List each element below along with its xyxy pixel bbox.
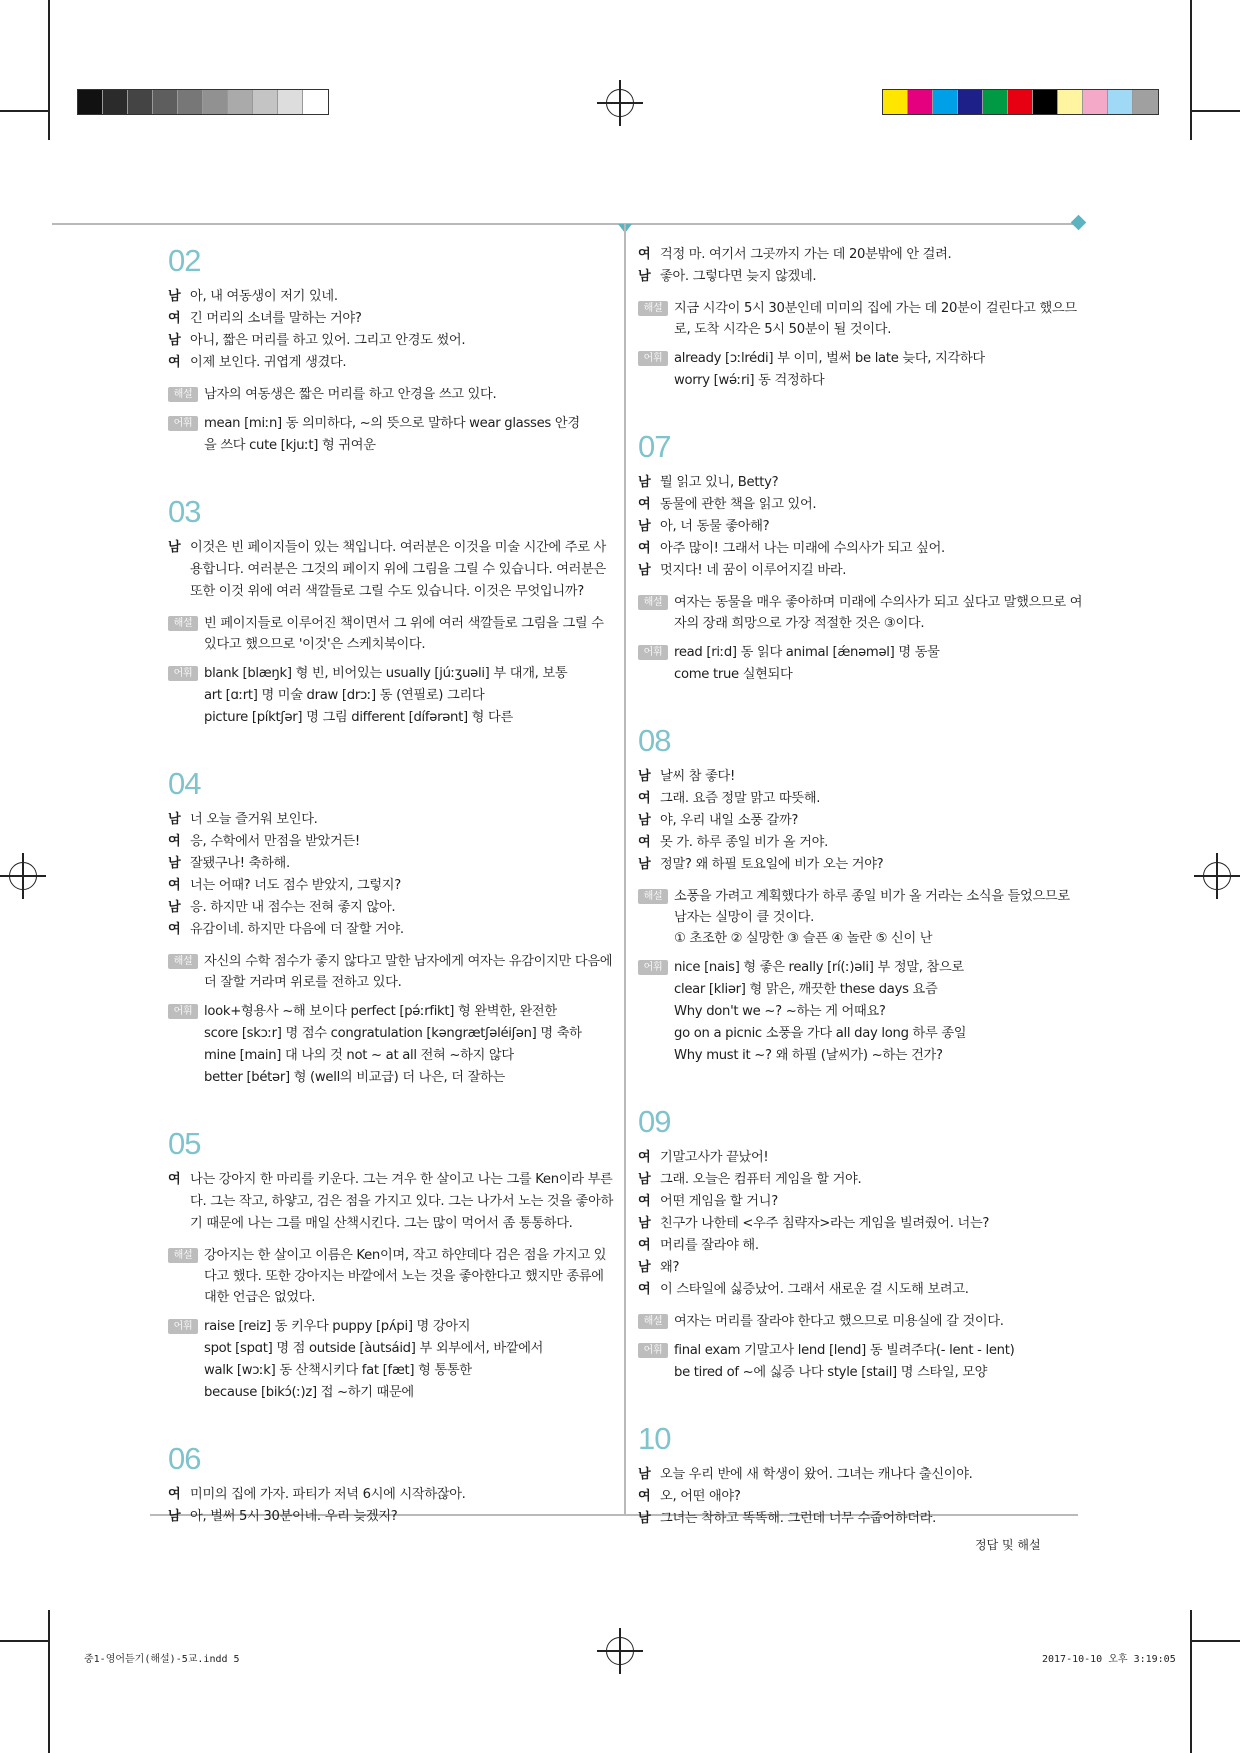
vocabulary-line: spot [spɑt] 명 점 outside [àutsáid] 부 외부에서, 바깥에서: [204, 1341, 544, 1356]
dialogue-text: 야, 우리 내일 소풍 갈까?: [660, 813, 799, 828]
dialogue-text: 오, 어떤 애야?: [660, 1489, 741, 1504]
speaker-label: 남: [638, 269, 651, 284]
dialogue-line: [638, 244, 1086, 266]
speaker-label: 여: [168, 311, 181, 326]
vocabulary-tag: 어휘: [168, 1004, 198, 1019]
explanation-tag: 해설: [168, 1248, 198, 1263]
vocabulary-list: [204, 1001, 616, 1089]
speaker-label: 여: [638, 1194, 651, 1209]
speaker-label: 남: [638, 1467, 651, 1482]
dialogue-line: [638, 832, 1086, 854]
question-number: 06: [168, 1441, 201, 1476]
dialogue-line: [168, 853, 616, 875]
crop-mark: [1190, 0, 1192, 140]
dialogue-text: 아, 너 동물 좋아해?: [660, 519, 770, 534]
dialogue-text: 너 오늘 즐거워 보인다.: [190, 812, 318, 827]
question-section: [638, 244, 1086, 392]
vocabulary-line: go on a picnic 소풍을 가다 all day long 하루 종일: [674, 1026, 967, 1041]
dialogue-line: [168, 537, 616, 603]
column-divider: [624, 224, 626, 1514]
speaker-label: 남: [168, 333, 181, 348]
dialogue-text: 그래. 요즘 정말 맑고 따뜻해.: [660, 791, 821, 806]
question-section: [168, 495, 616, 729]
color-swatch: [1083, 90, 1108, 114]
color-swatch: [128, 90, 153, 114]
header-diamond: [1071, 215, 1087, 231]
question-number: 02: [168, 243, 201, 278]
question-section: [168, 1442, 616, 1528]
speaker-label: 여: [638, 1282, 651, 1297]
vocabulary-line: already [ɔːlrédi] 부 이미, 벌써 be late 늦다, 지각하다: [674, 351, 985, 366]
explanation-tag: 해설: [168, 954, 198, 969]
dialogue-line: [638, 1508, 1086, 1530]
vocabulary-list: [204, 1316, 616, 1404]
dialogue-line: [168, 308, 616, 330]
explanation-text: 남자의 여동생은 짧은 머리를 하고 안경을 쓰고 있다.: [204, 387, 497, 402]
speaker-label: 남: [638, 813, 651, 828]
grayscale-color-bar: [77, 89, 329, 115]
color-swatch: [1133, 90, 1158, 114]
dialogue-text: 그녀는 착하고 똑똑해. 그런데 너무 수줍어하더라.: [660, 1511, 937, 1526]
dialogue-line: [638, 516, 1086, 538]
dialogue-line: [638, 1257, 1086, 1279]
vocabulary-tag: 어휘: [638, 351, 668, 366]
dialogue-text: 이 스타일에 싫증났어. 그래서 새로운 걸 시도해 보려고.: [660, 1282, 969, 1297]
speaker-label: 여: [638, 835, 651, 850]
vocabulary-tag: 어휘: [168, 666, 198, 681]
dialogue-line: [168, 286, 616, 308]
vocabulary-line: nice [nais] 형 좋은 really [rí(ː)əli] 부 정말, 참으로: [674, 960, 964, 975]
question-section: [638, 1422, 1086, 1530]
explanation: [168, 384, 616, 405]
color-swatch: [178, 90, 203, 114]
explanation-text: 강아지는 한 살이고 이름은 Ken이며, 작고 하얀데다 검은 점을 가지고 있다고 했다. 또한 강아지는 바깥에서 노는 것을 좋아한다고 했지만 종류에 대한 언급은 없었다.: [204, 1248, 607, 1305]
vocabulary-line: final exam 기말고사 lend [lend] 동 빌려주다(- lent - lent): [674, 1343, 1015, 1358]
speaker-label: 여: [638, 1150, 651, 1165]
speaker-label: 남: [168, 289, 181, 304]
vocabulary-line: Why don't we ~? ~하는 게 어때요?: [674, 1004, 886, 1019]
dialogue-line: [638, 538, 1086, 560]
dialogue-text: 걱정 마. 여기서 그곳까지 가는 데 20분밖에 안 걸려.: [660, 247, 952, 262]
speaker-label: 남: [638, 1511, 651, 1526]
dialogue-line: [168, 875, 616, 897]
speaker-label: 남: [168, 540, 181, 555]
speaker-label: 남: [638, 563, 651, 578]
explanation-tag: 해설: [638, 301, 668, 316]
explanation: [638, 886, 1086, 949]
explanation: [638, 592, 1086, 634]
speaker-label: 여: [638, 247, 651, 262]
question-section: [638, 430, 1086, 686]
dialogue-text: 미미의 집에 가자. 파티가 저녁 6시에 시작하잖아.: [190, 1487, 466, 1502]
vocabulary-list: [204, 413, 616, 457]
dialogue-text: 좋아. 그렇다면 늦지 않겠네.: [660, 269, 817, 284]
vocabulary-line: art [ɑːrt] 명 미술 draw [drɔː] 동 (연필로) 그리다: [204, 688, 485, 703]
dialogue-line: [638, 494, 1086, 516]
dialogue-text: 못 가. 하루 종일 비가 올 거야.: [660, 835, 828, 850]
dialogue-text: 어떤 게임을 할 거니?: [660, 1194, 778, 1209]
dialogue-line: [638, 560, 1086, 582]
header-rule: [52, 223, 1080, 225]
explanation-body: [674, 592, 1086, 634]
dialogue-text: 아, 내 여동생이 저기 있네.: [190, 289, 338, 304]
dialogue-text: 아주 많이! 그래서 나는 미래에 수의사가 되고 싶어.: [660, 541, 945, 556]
question-number: 04: [168, 766, 201, 801]
dialogue-line: [168, 352, 616, 374]
speaker-label: 여: [168, 1172, 181, 1187]
speaker-label: 여: [168, 878, 181, 893]
dialogue-text: 날씨 참 좋다!: [660, 769, 735, 784]
dialogue-text: 오늘 우리 반에 새 학생이 왔어. 그녀는 캐나다 출신이야.: [660, 1467, 973, 1482]
process-color-bar: [882, 89, 1159, 115]
dialogue-text: 너는 어때? 너도 점수 받았지, 그렇지?: [190, 878, 401, 893]
question-number: 05: [168, 1126, 201, 1161]
registration-mark-left: [0, 853, 46, 899]
crop-mark: [1190, 1610, 1192, 1753]
dialogue-line: [638, 810, 1086, 832]
color-swatch: [1033, 90, 1058, 114]
question-section: [638, 724, 1086, 1067]
speaker-label: 여: [168, 355, 181, 370]
crop-mark: [1190, 110, 1240, 112]
dialogue-text: 긴 머리의 소녀를 말하는 거야?: [190, 311, 362, 326]
dialogue-line: [168, 1506, 616, 1528]
file-slug: 중1-영어듣기(해설)-5교.indd 5: [84, 1654, 240, 1665]
dialogue-line: [168, 897, 616, 919]
dialogue-text: 응, 수학에서 만점을 받았거든!: [190, 834, 360, 849]
explanation: [168, 951, 616, 993]
dialogue-line: [168, 919, 616, 941]
dialogue-line: [638, 766, 1086, 788]
color-swatch: [983, 90, 1008, 114]
speaker-label: 남: [638, 475, 651, 490]
question-number: 08: [638, 723, 671, 758]
dialogue-text: 이제 보인다. 귀엽게 생겼다.: [190, 355, 347, 370]
dialogue-text: 동물에 관한 책을 읽고 있어.: [660, 497, 817, 512]
vocabulary-line: because [bikɔ́(ː)z] 접 ~하기 때문에: [204, 1385, 414, 1400]
color-swatch: [933, 90, 958, 114]
explanation-tag: 해설: [168, 387, 198, 402]
speaker-label: 남: [638, 857, 651, 872]
color-swatch: [203, 90, 228, 114]
vocabulary-line: Why must it ~? 왜 하필 (날씨가) ~하는 건가?: [674, 1048, 943, 1063]
dialogue-text: 유감이네. 하지만 다음에 더 잘할 거야.: [190, 922, 404, 937]
right-column: [638, 244, 1086, 1568]
crop-mark: [48, 1610, 50, 1753]
vocabulary-line: raise [reiz] 동 키우다 puppy [pʌ́pi] 명 강아지: [204, 1319, 471, 1334]
speaker-label: 여: [168, 1487, 181, 1502]
color-swatch: [1008, 90, 1033, 114]
dialogue-text: 머리를 잘라야 해.: [660, 1238, 759, 1253]
dialogue-line: [638, 1191, 1086, 1213]
vocabulary-list: [204, 663, 616, 729]
explanation: [168, 613, 616, 655]
vocabulary-list: [674, 642, 1086, 686]
dialogue-line: [638, 266, 1086, 288]
registration-mark-bottom: [597, 1628, 643, 1674]
explanation-tag: 해설: [638, 1314, 668, 1329]
dialogue-line: [638, 1169, 1086, 1191]
vocabulary: [638, 642, 1086, 686]
vocabulary-list: [674, 1340, 1086, 1384]
explanation-tag: 해설: [638, 889, 668, 904]
question-section: [638, 1105, 1086, 1384]
explanation: [638, 298, 1086, 340]
dialogue-text: 잘됐구나! 축하해.: [190, 856, 290, 871]
answer-options: ① 초조한 ② 실망한 ③ 슬픈 ④ 놀란 ⑤ 신이 난: [674, 931, 933, 946]
explanation-body: [204, 1245, 616, 1308]
vocabulary: [168, 663, 616, 729]
speaker-label: 남: [638, 519, 651, 534]
crop-mark: [0, 110, 48, 112]
dialogue-line: [638, 472, 1086, 494]
color-swatch: [303, 90, 328, 114]
crop-mark: [0, 1640, 48, 1642]
speaker-label: 여: [638, 541, 651, 556]
vocabulary-tag: 어휘: [168, 1319, 198, 1334]
speaker-label: 남: [638, 1172, 651, 1187]
color-swatch: [103, 90, 128, 114]
vocabulary-line: worry [wə́ːri] 동 걱정하다: [674, 373, 825, 388]
explanation-text: 빈 페이지들로 이루어진 책이면서 그 위에 여러 색깔들로 그림을 그릴 수 있다고 했으므로 '이것'은 스케치북이다.: [204, 616, 604, 652]
explanation-text: 지금 시각이 5시 30분인데 미미의 집에 가는 데 20분이 걸린다고 했으므로, 도착 시각은 5시 50분이 될 것이다.: [674, 301, 1077, 337]
speaker-label: 남: [638, 769, 651, 784]
vocabulary-tag: 어휘: [638, 645, 668, 660]
question-section: [168, 244, 616, 457]
registration-mark-right: [1194, 853, 1240, 899]
registration-mark-top: [597, 80, 643, 126]
dialogue-line: [638, 1147, 1086, 1169]
vocabulary-line: clear [kliər] 형 맑은, 깨끗한 these days 요즘: [674, 982, 938, 997]
vocabulary-line: be tired of ~에 싫증 나다 style [stail] 명 스타일, 모양: [674, 1365, 988, 1380]
explanation-tag: 해설: [168, 616, 198, 631]
color-swatch: [908, 90, 933, 114]
crop-mark: [48, 0, 50, 140]
question-number: 03: [168, 494, 201, 529]
page-label: 정답 및 해설: [975, 1538, 1041, 1552]
speaker-label: 여: [168, 922, 181, 937]
vocabulary: [638, 348, 1086, 392]
dialogue-text: 응. 하지만 내 점수는 전혀 좋지 않아.: [190, 900, 396, 915]
dialogue-line: [638, 1279, 1086, 1301]
dialogue-line: [638, 1464, 1086, 1486]
crop-mark: [1190, 1640, 1240, 1642]
explanation-text: 여자는 머리를 잘라야 한다고 했으므로 미용실에 갈 것이다.: [674, 1314, 1004, 1329]
vocabulary-tag: 어휘: [168, 416, 198, 431]
color-swatch: [1058, 90, 1083, 114]
speaker-label: 남: [638, 1260, 651, 1275]
left-column: [168, 244, 616, 1566]
vocabulary-line: look+형용사 ~해 보이다 perfect [pə́ːrfikt] 형 완벽한, 완전한: [204, 1004, 557, 1019]
explanation-body: [674, 886, 1086, 949]
vocabulary-tag: 어휘: [638, 1343, 668, 1358]
vocabulary: [638, 957, 1086, 1067]
explanation-body: [674, 298, 1086, 340]
explanation-text: 자신의 수학 점수가 좋지 않다고 말한 남자에게 여자는 유감이지만 다음에 더 잘할 거라며 위로를 전하고 있다.: [204, 954, 613, 990]
dialogue-line: [168, 831, 616, 853]
speaker-label: 여: [638, 1238, 651, 1253]
explanation-body: [204, 613, 616, 655]
dialogue-text: 친구가 나한테 <우주 침략자>라는 게임을 빌려줬어. 너는?: [660, 1216, 990, 1231]
speaker-label: 여: [168, 834, 181, 849]
speaker-label: 여: [638, 1489, 651, 1504]
color-swatch: [278, 90, 303, 114]
question-section: [168, 767, 616, 1089]
color-swatch: [1108, 90, 1133, 114]
dialogue-text: 이것은 빈 페이지들이 있는 책입니다. 여러분은 이것을 미술 시간에 주로 사용합니다. 여러분은 그것의 페이지 위에 그림을 그릴 수 있습니다. 여러분은 또한 이것 위에 여러 색깔들로 그릴 수도 있습니다. 이것은 무엇입니까?: [190, 540, 606, 599]
vocabulary: [168, 1316, 616, 1404]
dialogue-line: [168, 809, 616, 831]
vocabulary: [168, 1001, 616, 1089]
speaker-label: 여: [638, 497, 651, 512]
vocabulary-line: come true 실현되다: [674, 667, 793, 682]
dialogue-text: 그래. 오늘은 컴퓨터 게임을 할 거야.: [660, 1172, 862, 1187]
color-swatch: [958, 90, 983, 114]
speaker-label: 남: [168, 856, 181, 871]
color-swatch: [883, 90, 908, 114]
dialogue-text: 나는 강아지 한 마리를 키운다. 그는 겨우 한 살이고 나는 그를 Ken이라 부른다. 그는 작고, 하얗고, 검은 점을 가지고 있다. 그는 나가서 노는 것을 좋아하기 때문에 나는 그를 매일 산책시킨다. 그는 많이 먹어서 좀 통통하다.: [190, 1172, 614, 1231]
speaker-label: 남: [168, 812, 181, 827]
vocabulary: [638, 1340, 1086, 1384]
explanation-tag: 해설: [638, 595, 668, 610]
explanation-text: 소풍을 가려고 계획했다가 하루 종일 비가 올 거라는 소식을 들었으므로 남자는 실망이 클 것이다.: [674, 889, 1070, 925]
dialogue-line: [168, 330, 616, 352]
explanation-body: [204, 384, 616, 405]
vocabulary-list: [674, 348, 1086, 392]
speaker-label: 여: [638, 791, 651, 806]
dialogue-line: [638, 1486, 1086, 1508]
speaker-label: 남: [168, 900, 181, 915]
vocabulary-line: read [riːd] 동 읽다 animal [ǽnəməl] 명 동물: [674, 645, 940, 660]
color-swatch: [78, 90, 103, 114]
color-swatch: [228, 90, 253, 114]
dialogue-text: 정말? 왜 하필 토요일에 비가 오는 거야?: [660, 857, 884, 872]
vocabulary-list: [674, 957, 1086, 1067]
vocabulary-line: mine [main] 대 나의 것 not ~ at all 전혀 ~하지 않다: [204, 1048, 514, 1063]
color-swatch: [253, 90, 278, 114]
dialogue-text: 뭘 읽고 있니, Betty?: [660, 475, 779, 490]
vocabulary-line: better [bétər] 형 (well의 비교급) 더 나은, 더 잘하는: [204, 1070, 505, 1085]
speaker-label: 남: [638, 1216, 651, 1231]
explanation: [168, 1245, 616, 1308]
date-slug: 2017-10-10 오후 3:19:05: [1042, 1654, 1176, 1665]
dialogue-line: [638, 788, 1086, 810]
dialogue-text: 아, 벌써 5시 30분이네. 우리 늦겠지?: [190, 1509, 398, 1524]
speaker-label: 남: [168, 1509, 181, 1524]
dialogue-text: 아니, 짧은 머리를 하고 있어. 그리고 안경도 썼어.: [190, 333, 466, 348]
vocabulary-line: picture [píktʃər] 명 그림 different [dífərənt] 형 다른: [204, 710, 513, 725]
dialogue-text: 기말고사가 끝났어!: [660, 1150, 769, 1165]
dialogue-line: [638, 854, 1086, 876]
explanation-body: [674, 1311, 1086, 1332]
question-section: [168, 1127, 616, 1404]
explanation-text: 여자는 동물을 매우 좋아하며 미래에 수의사가 되고 싶다고 말했으므로 여자의 장래 희망으로 가장 적절한 것은 ③이다.: [674, 595, 1083, 631]
dialogue-line: [638, 1235, 1086, 1257]
vocabulary: [168, 413, 616, 457]
vocabulary-tag: 어휘: [638, 960, 668, 975]
vocabulary-line: walk [wɔːk] 동 산책시키다 fat [fæt] 형 통통한: [204, 1363, 472, 1378]
vocabulary-line: mean [miːn] 동 의미하다, ~의 뜻으로 말하다 wear glasses 안경: [204, 416, 580, 431]
question-number: 10: [638, 1421, 671, 1456]
question-number: 07: [638, 429, 671, 464]
question-number: 09: [638, 1104, 671, 1139]
explanation-body: [204, 951, 616, 993]
vocabulary-line: blank [blæŋk] 형 빈, 비어있는 usually [júːʒuəli] 부 대개, 보통: [204, 666, 568, 681]
explanation: [638, 1311, 1086, 1332]
dialogue-line: [168, 1169, 616, 1235]
color-swatch: [153, 90, 178, 114]
vocabulary-line: 을 쓰다 cute [kjuːt] 형 귀여운: [204, 438, 376, 453]
dialogue-text: 왜?: [660, 1260, 680, 1275]
dialogue-text: 멋지다! 네 꿈이 이루어지길 바라.: [660, 563, 847, 578]
vocabulary-line: score [skɔːr] 명 점수 congratulation [kəngrætʃəléiʃən] 명 축하: [204, 1026, 582, 1041]
dialogue-line: [638, 1213, 1086, 1235]
dialogue-line: [168, 1484, 616, 1506]
